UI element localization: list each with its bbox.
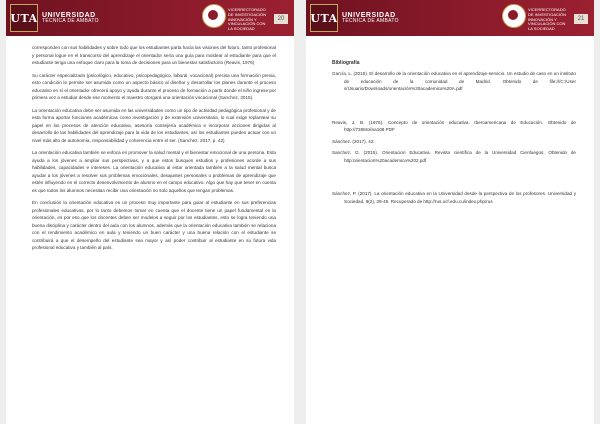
paragraph: corresponden con sus habilidades y sobre todo que los estudiantes parta hacia las visiones del futuro, tanto profesional y personal logue en el transcurso del aprendizaje el orientador sería una guía para moldear al estudiante para que el estudiante tenga una enfoque claro para la toma de decisiones para un bienestar satisfactorio (Reavis, 1976) (32, 45, 276, 65)
right-page (306, 0, 594, 424)
page-header (6, 0, 294, 38)
seal-icon (202, 4, 226, 28)
body-text (32, 44, 276, 257)
reference-item: Sánchez, P. (2017). La orientación educativa en la Universidad desde la perspectiva de los profesores. Universidad y Sociedad, 9(2), 39-45. Recuperado de http://rus.ucf.edu.cu/index.php/rus (332, 191, 576, 204)
university-subtitle: TÉCNICA DE AMBATO (342, 18, 399, 25)
paragraph: La orientación educativa también se enfoca en promover la salud mental y el bienestar emocional de una persona. Esta ayuda a los jóvenes a ampliar sus perspectivas, y a que estos busquen estudios y profesiones acorde a sus habilidades, capacidades e intereses. La orientación educativa al estar orientada también a la salud mental busca ayudar a los jóvenes a resolver sus problemas emocionales, desajustes personales o problemas de aprendizaje que estén influyendo en el correcto desenvolvimiento de alumno en el campo educativo. Algo que hay que tener en cuenta es que todos los alumnos necesitan recibir una orientación no solo aquellos que tengan problemas. (32, 150, 276, 193)
bibliography-title: Bibliografía (332, 60, 360, 66)
reference-item: Sanchez, G. (2015). Orientacion Educativa. Revista científica de la Universidad Cienfuegos. Obtenido de http:orientacion%20academica%202.pdf (332, 150, 576, 163)
university-logo (10, 4, 99, 32)
university-name: UNIVERSIDAD (342, 11, 396, 19)
page-header (306, 0, 594, 38)
reference-item: Sánchez. (2017). 42. (332, 138, 375, 144)
reference-item: García, L. (2016). El desarrollo de la orientación educativa en el aprendizaje-servicio. Un estudio de caso en un instituto de educación de la comunidad de Madrid. Obtenido de file:///C:/User s/Usuario/Downloads/orientación%20academica%20A.pdf (332, 71, 576, 91)
reference-item: Reavis, J. B. (1976). Concepto de orientación educativa. Iberoamericana de Educación. Obtenido de http://736Molina108.PDF (332, 119, 576, 132)
uta-logo-icon: UTA (10, 4, 38, 32)
left-page (6, 0, 294, 424)
page-number: 20 (274, 14, 288, 24)
seal-icon (502, 4, 526, 28)
bibliography (332, 60, 576, 209)
university-logo (310, 4, 399, 32)
university-name: UNIVERSIDAD (42, 11, 96, 19)
university-subtitle: TÉCNICA DE AMBATO (42, 18, 99, 25)
uta-logo-icon: UTA (310, 4, 338, 32)
paragraph: La orientación educativa debe ser asumida en las universidades como un tipo de actividad pedagógica profesional y de esta forma aportar funciones académicas como investigación y de extensión universitaria, lo cual exige replantear su papel en los procesos de atención educativa, asesoría consejería académica e incorporar acciones dirigidas al desarrollo de las habilidades del aprendizaje para la vida de los estudiantes, así los estudiantes pueden actuar con un nivel más alto de autonomía, responsabilidad y coherencia entre el ser. (Sanchez, 2017, p. 42) (32, 107, 276, 143)
vice-rectorate-label: VICERRECTORADO DE INVESTIGACIÓN INNOVACIÓN Y VINCULACIÓN CON LA SOCIEDAD (528, 7, 567, 32)
page-number: 21 (574, 14, 588, 24)
paragraph: En conclusión la orientación educativa es un proceso muy importante para guiar al estudiante en sus preferencias profesionales educativas, por lo tanto debemos tomar en cuenta que el docente tiene un papel fundamental en la orientación, es por eso que los docentes deben ser modelos a seguir por los estudiantes, esto se logra teniendo una buena disciplina y carácter dentro del aula con los alumnos, además que la orientación educativa también se relaciona con el rendimiento académico en aula y teniendo un buen carácter y una buena relación con el estudiante se contribuirá a que el desempeño del estudiante sea mayor y así poder contribuir al estudiante en su futura vida profesional educativa y también al país. (32, 200, 276, 250)
vice-rectorate-label: VICERRECTORADO DE INVESTIGACIÓN INNOVACIÓN Y VINCULACIÓN CON LA SOCIEDAD (228, 7, 267, 32)
paragraph: Su carácter especializado (psicológico, educativo, psicopedagógico, laboral, vocacional) precisa una formación previa, esto condición le permite ser asumida como un aspecto básico al diseñar y desarrollar los planes durante el proceso educativo en sí el orientador ofrecerá apoyo y ayuda durante el proceso de formación a partir donde el niño ingrese por primera vez a estudiar desde ese momento el maestro otorgará una orientación vocacional (Sanchez, 2015). (32, 72, 276, 100)
